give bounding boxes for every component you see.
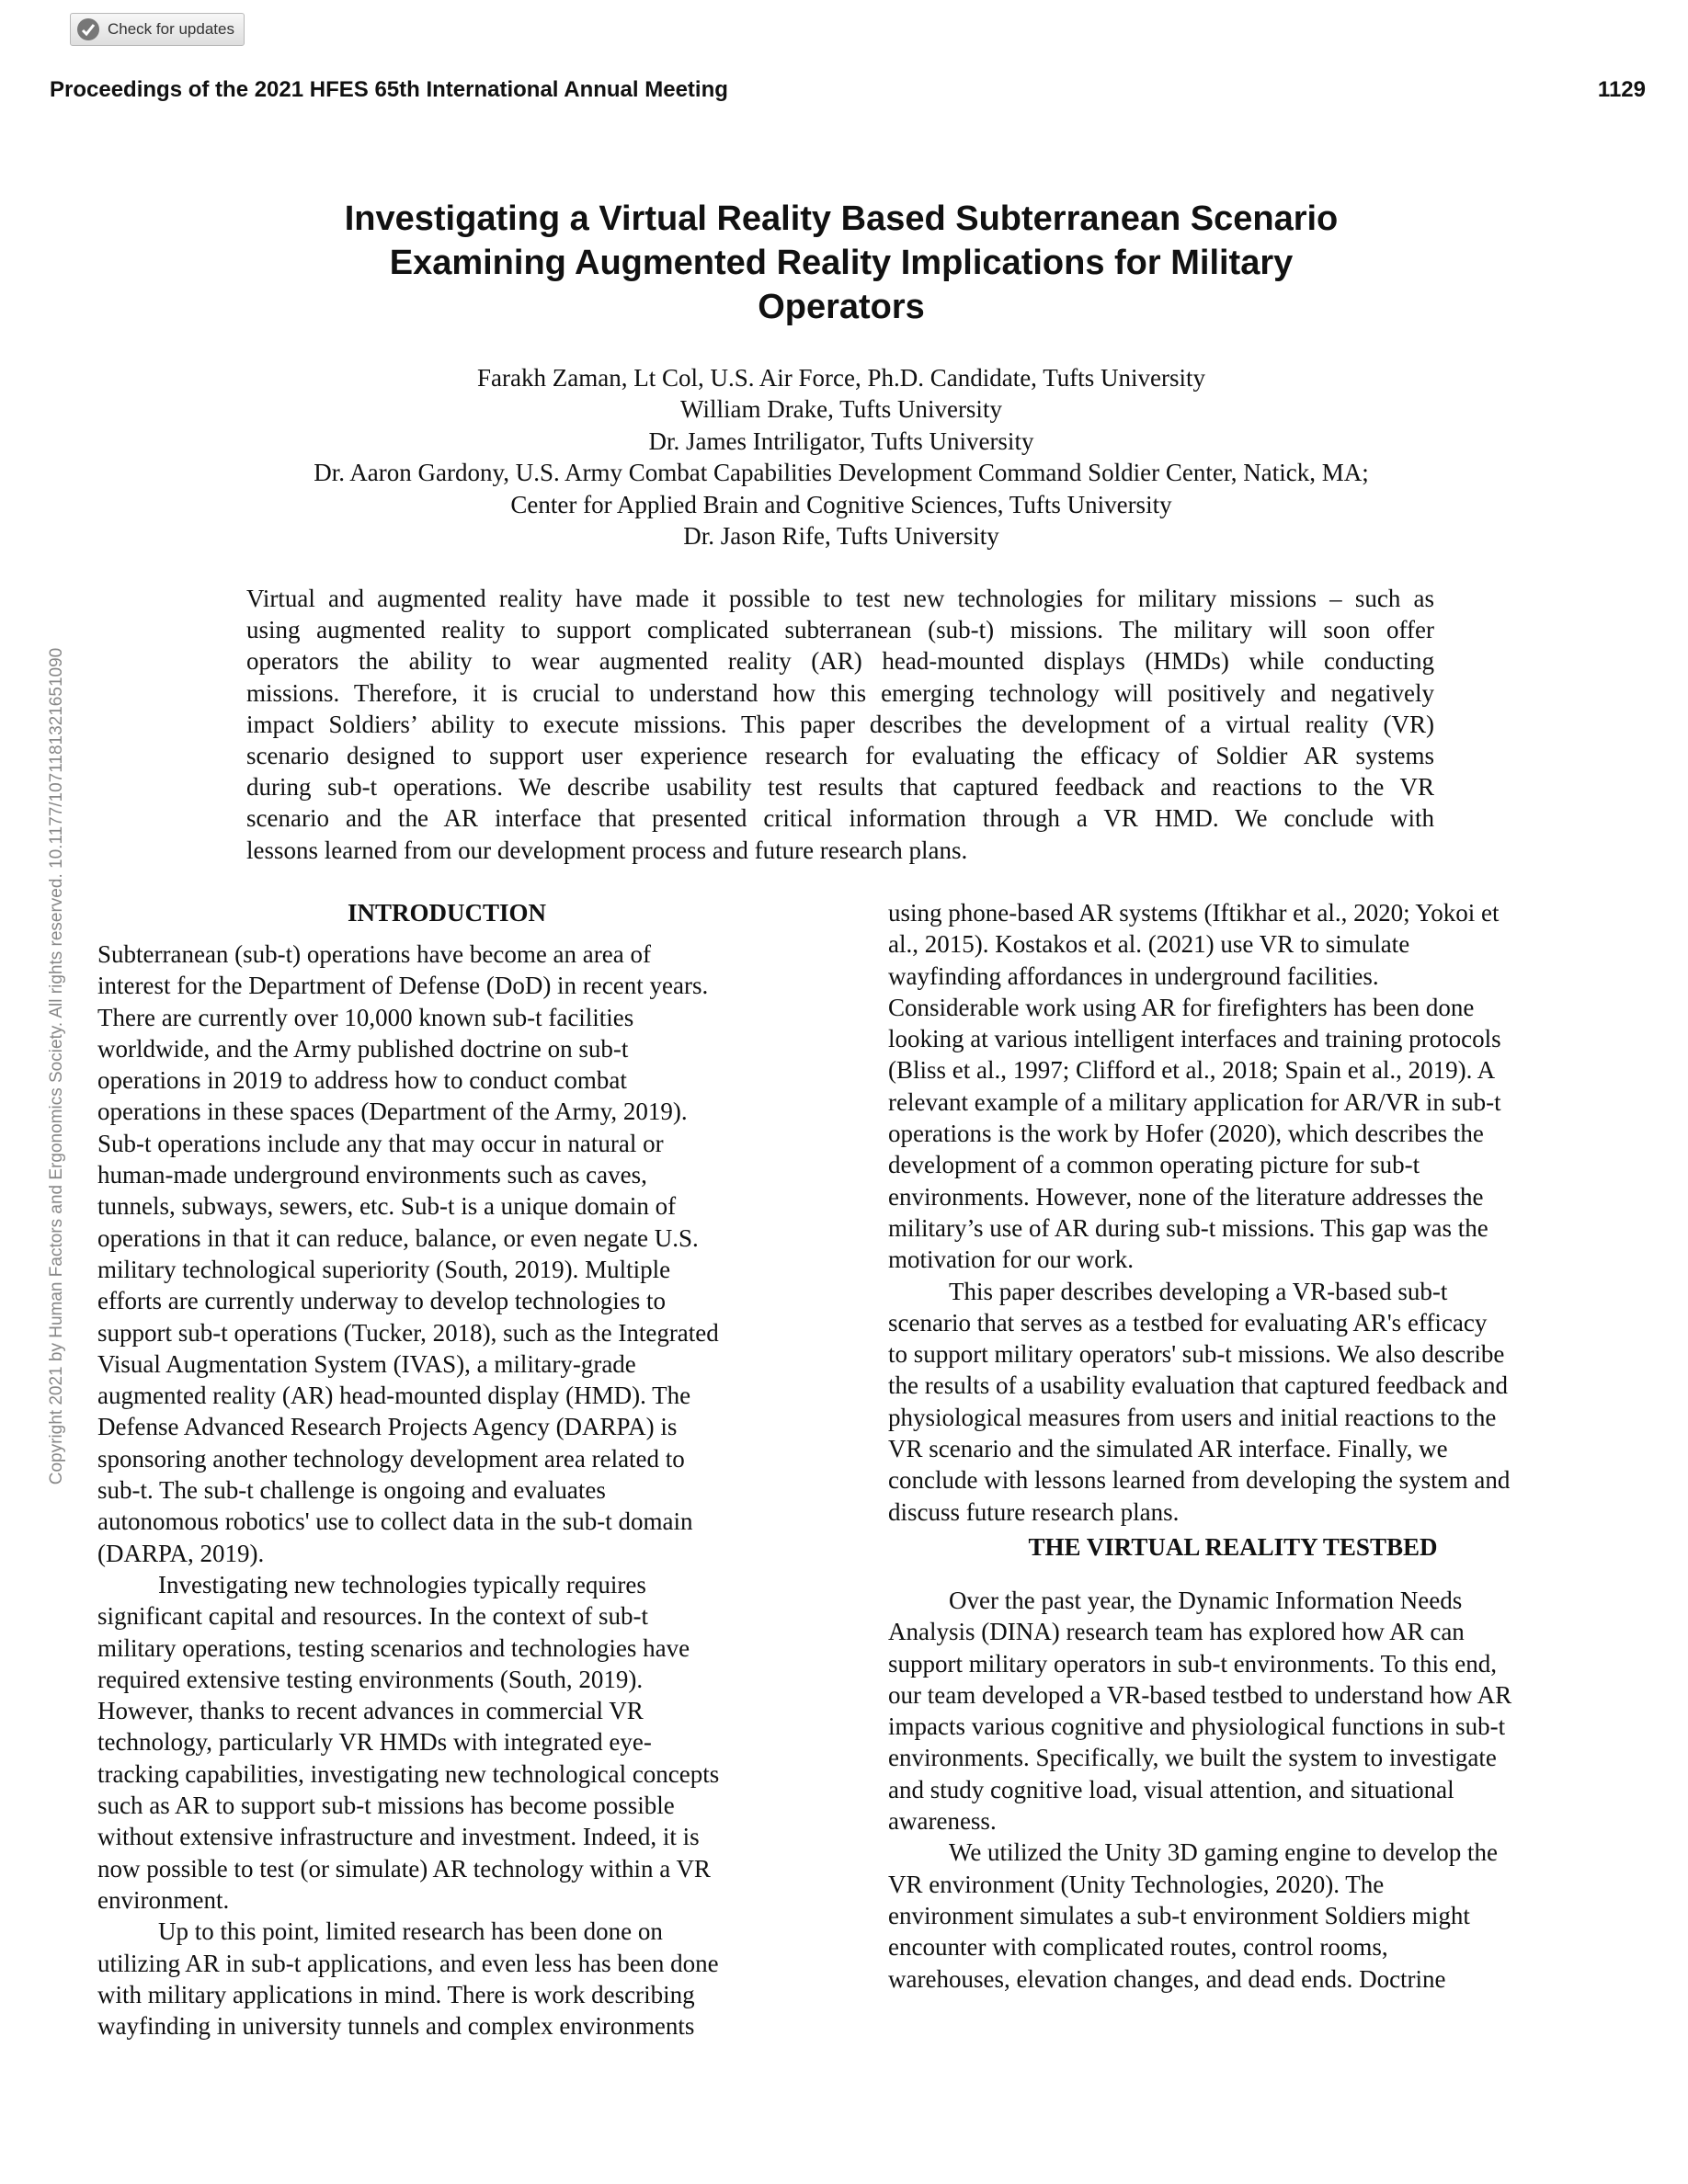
copyright-notice: Copyright 2021 by Human Factors and Ergonomics Society. All rights reserved. 10.1177/1071181321651090: [47, 647, 66, 1485]
section-heading-testbed: THE VIRTUAL REALITY TESTBED: [1028, 1532, 1438, 1561]
author-line: Center for Applied Brain and Cognitive Sciences, Tufts University: [510, 490, 1172, 518]
paper-title: [211, 197, 1471, 329]
text-line: Analysis (DINA) research team has explored how AR can: [888, 1618, 1465, 1646]
text-line: environments. However, none of the literature addresses the: [888, 1182, 1484, 1211]
abstract-line: Virtual and augmented reality have made it possible to test new technologies for military missions – such as: [246, 585, 1434, 612]
text-line: development of a common operating picture for sub-t: [888, 1151, 1420, 1179]
text-line: military’s use of AR during sub-t missions. This gap was the: [888, 1213, 1488, 1242]
text-line: discuss future research plans.: [888, 1497, 1180, 1526]
text-line: wayfinding affordances in underground facilities.: [888, 961, 1379, 990]
text-line: However, thanks to recent advances in commercial VR: [97, 1697, 644, 1725]
author-line: Dr. James Intriligator, Tufts University: [648, 427, 1034, 455]
title-line: Operators: [758, 288, 925, 326]
section-heading-introduction: INTRODUCTION: [347, 899, 547, 927]
testbed-body: [888, 1585, 1578, 1995]
text-line: operations in that it can reduce, balance, or even negate U.S.: [97, 1223, 699, 1252]
author-line: Dr. Aaron Gardony, U.S. Army Combat Capabilities Development Command Soldier Center, Natick, MA;: [314, 459, 1369, 487]
text-line: looking at various intelligent interfaces and training protocols: [888, 1025, 1501, 1053]
text-line: required extensive testing environments (South, 2019).: [97, 1665, 644, 1693]
text-line: al., 2015). Kostakos et al. (2021) use VR to simulate: [888, 930, 1410, 959]
text-line: Visual Augmentation System (IVAS), a military-grade: [97, 1349, 636, 1378]
journal-header: Proceedings of the 2021 HFES 65th International Annual Meeting: [50, 77, 728, 102]
text-line: scenario that serves as a testbed for evaluating AR's efficacy: [888, 1308, 1488, 1337]
author-line: Farakh Zaman, Lt Col, U.S. Air Force, Ph.D. Candidate, Tufts University: [477, 364, 1205, 392]
author-line: Dr. Jason Rife, Tufts University: [683, 522, 999, 551]
text-line: worldwide, and the Army published doctrine on sub-t: [97, 1034, 629, 1063]
introduction-continued: [888, 897, 1578, 1528]
text-line: This paper describes developing a VR-based sub-t: [949, 1277, 1448, 1305]
text-line: (DARPA, 2019).: [97, 1539, 265, 1567]
text-line: Sub-t operations include any that may occur in natural or: [97, 1129, 664, 1157]
text-line: There are currently over 10,000 known sub-t facilities: [97, 1003, 634, 1031]
title-line: Examining Augmented Reality Implications for Military: [389, 244, 1294, 282]
text-line: conclude with lessons learned from developing the system and: [888, 1466, 1511, 1495]
abstract-line: during sub-t operations. We describe usability test results that captured feedback and reactions to the VR: [246, 773, 1434, 802]
text-line: motivation for our work.: [888, 1246, 1134, 1274]
text-line: human-made underground environments such as caves,: [97, 1161, 647, 1189]
abstract-line: operators the ability to wear augmented reality (AR) head-mounted displays (HMDs) while conducting: [246, 647, 1434, 676]
left-column: [97, 897, 796, 2042]
text-line: tracking capabilities, investigating new technological concepts: [97, 1759, 720, 1788]
text-line: utilizing AR in sub-t applications, and even less has been done: [97, 1949, 719, 1977]
text-line: significant capital and resources. In the context of sub-t: [97, 1602, 649, 1631]
abstract-line: scenario designed to support user experience research for evaluating the efficacy of Soldier AR systems: [246, 742, 1434, 770]
text-line: efforts are currently underway to develop technologies to: [97, 1287, 667, 1315]
abstract: [246, 583, 1434, 866]
text-line: sponsoring another technology development area related to: [97, 1444, 685, 1473]
text-line: (Bliss et al., 1997; Clifford et al., 2018; Spain et al., 2019). A: [888, 1056, 1496, 1085]
text-line: warehouses, elevation changes, and dead ends. Doctrine: [888, 1964, 1446, 1993]
text-line: VR scenario and the simulated AR interface. Finally, we: [888, 1435, 1448, 1463]
text-line: VR environment (Unity Technologies, 2020). The: [888, 1870, 1385, 1898]
text-line: environment.: [97, 1885, 230, 1914]
text-line: impacts various cognitive and physiological functions in sub-t: [888, 1712, 1506, 1741]
text-line: interest for the Department of Defense (DoD) in recent years.: [97, 972, 709, 1000]
author-line: William Drake, Tufts University: [680, 395, 1002, 424]
text-line: We utilized the Unity 3D gaming engine to develop the: [949, 1838, 1498, 1867]
text-line: Investigating new technologies typically requires: [158, 1570, 646, 1598]
text-line: Over the past year, the Dynamic Information Needs: [949, 1586, 1463, 1614]
text-line: now possible to test (or simulate) AR technology within a VR: [97, 1854, 711, 1883]
abstract-line: scenario and the AR interface that presented critical information through a VR HMD. We conclude with: [246, 804, 1434, 833]
text-line: Defense Advanced Research Projects Agency (DARPA) is: [97, 1413, 678, 1441]
text-line: wayfinding in university tunnels and complex environments: [97, 2012, 695, 2041]
text-line: autonomous robotics' use to collect data in the sub-t domain: [97, 1507, 693, 1536]
text-line: military operations, testing scenarios and technologies have: [97, 1633, 690, 1662]
text-line: support sub-t operations (Tucker, 2018), such as the Integrated: [97, 1318, 719, 1347]
abstract-line: impact Soldiers’ ability to execute missions. This paper describes the development of a virtual reality (VR): [246, 710, 1434, 738]
text-line: operations is the work by Hofer (2020), which describes the: [888, 1120, 1484, 1148]
text-line: and study cognitive load, visual attention, and situational: [888, 1775, 1454, 1803]
text-line: operations in these spaces (Department of the Army, 2019).: [97, 1098, 688, 1126]
title-line: Investigating a Virtual Reality Based Subterranean Scenario: [344, 199, 1339, 238]
check-for-updates-button[interactable]: [70, 13, 245, 46]
crossmark-icon: [76, 17, 100, 41]
text-line: sub-t. The sub-t challenge is ongoing and evaluates: [97, 1476, 606, 1505]
text-line: the results of a usability evaluation that captured feedback and: [888, 1371, 1508, 1400]
text-line: military technological superiority (South, 2019). Multiple: [97, 1255, 671, 1283]
page-number: 1129: [1597, 77, 1646, 102]
text-line: with military applications in mind. There is work describing: [97, 1980, 695, 2008]
author-list: [184, 362, 1499, 552]
text-line: Considerable work using AR for firefighters has been done: [888, 993, 1475, 1021]
text-line: environment simulates a sub-t environment Soldiers might: [888, 1901, 1470, 1929]
abstract-line: missions. Therefore, it is crucial to understand how this emerging technology will positively and negatively: [246, 678, 1434, 707]
text-line: encounter with complicated routes, control rooms,: [888, 1933, 1388, 1962]
right-column: [888, 897, 1578, 1995]
introduction-body: [97, 938, 796, 2042]
text-line: such as AR to support sub-t missions has become possible: [97, 1792, 675, 1820]
text-line: tunnels, subways, sewers, etc. Sub-t is a unique domain of: [97, 1192, 677, 1221]
text-line: physiological measures from users and initial reactions to the: [888, 1403, 1497, 1431]
abstract-line: using augmented reality to support complicated subterranean (sub-t) missions. The military will soon offer: [246, 616, 1434, 644]
text-line: our team developed a VR-based testbed to understand how AR: [888, 1680, 1512, 1709]
text-line: operations in 2019 to address how to conduct combat: [97, 1066, 627, 1095]
text-line: using phone-based AR systems (Iftikhar et al., 2020; Yokoi et: [888, 899, 1500, 927]
text-line: awareness.: [888, 1807, 997, 1836]
text-line: to support military operators' sub-t missions. We also describe: [888, 1340, 1505, 1369]
text-line: Subterranean (sub-t) operations have become an area of: [97, 940, 651, 968]
text-line: environments. Specifically, we built the system to investigate: [888, 1744, 1497, 1772]
text-line: technology, particularly VR HMDs with integrated eye-: [97, 1728, 652, 1757]
abstract-line: lessons learned from our development process and future research plans.: [246, 836, 968, 864]
text-line: relevant example of a military application for AR/VR in sub-t: [888, 1087, 1501, 1116]
text-line: augmented reality (AR) head-mounted display (HMD). The: [97, 1382, 691, 1410]
text-line: Up to this point, limited research has been done on: [158, 1917, 663, 1946]
check-for-updates-label: Check for updates: [108, 20, 234, 38]
text-line: support military operators in sub-t environments. To this end,: [888, 1649, 1498, 1678]
text-line: without extensive infrastructure and investment. Indeed, it is: [97, 1823, 700, 1851]
running-header: [50, 77, 1646, 108]
